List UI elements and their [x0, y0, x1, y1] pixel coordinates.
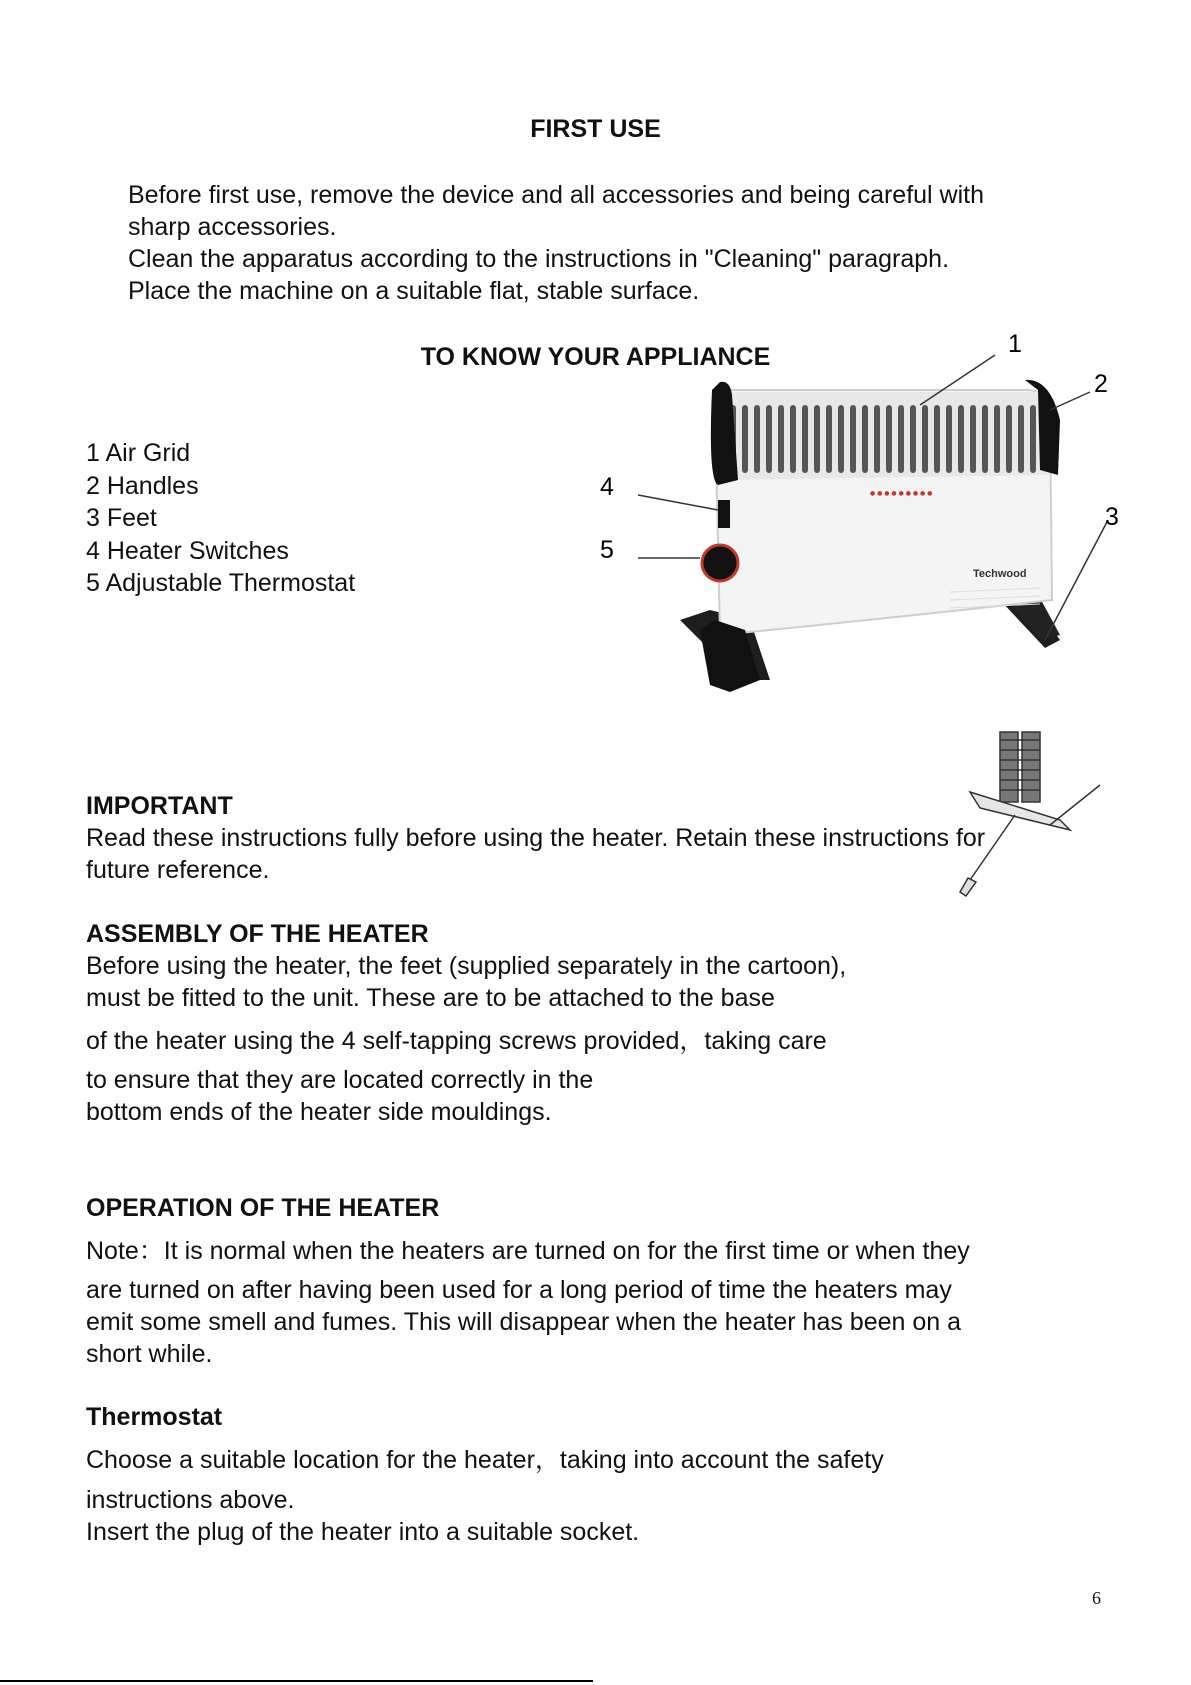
callout-4: 4 — [600, 473, 614, 501]
operation-line: are turned on after having been used for a long period of time the heaters may — [86, 1276, 952, 1304]
callout-1: 1 — [1008, 330, 1022, 358]
first-use-line: Clean the apparatus according to the instructions in "Cleaning" paragraph. — [128, 245, 950, 273]
operation-line: emit some smell and fumes. This will disappear when the heater has been on a — [86, 1308, 962, 1336]
callout-3: 3 — [1105, 503, 1119, 531]
brand-logo: Techwood — [973, 568, 1027, 580]
assembly-heading: ASSEMBLY OF THE HEATER — [86, 920, 429, 948]
parts-legend — [86, 437, 355, 600]
part-feet: 3 Feet — [86, 504, 157, 532]
important-heading: IMPORTANT — [86, 792, 233, 820]
callout-5: 5 — [600, 536, 614, 564]
first-use-heading: FIRST USE — [530, 115, 661, 143]
heater-illustration — [600, 330, 1140, 700]
svg-text:● ● ● ● ● ● ● ● ●: ● ● ● ● ● ● ● ● ● — [870, 490, 933, 497]
assembly-line: of the heater using the 4 self-tapping screws provided，taking care — [86, 1027, 827, 1055]
thermostat-heading: Thermostat — [86, 1403, 223, 1431]
thermostat-line: Choose a suitable location for the heater，taking into account the safety — [86, 1446, 884, 1474]
assembly-line: must be fitted to the unit. These are to be attached to the base — [86, 984, 775, 1012]
important-line: Read these instructions fully before using the heater. Retain these instructions for — [86, 824, 986, 852]
operation-heading: OPERATION OF THE HEATER — [86, 1194, 440, 1222]
operation-line: short while. — [86, 1340, 213, 1368]
thermostat-line: Insert the plug of the heater into a suitable socket. — [86, 1518, 640, 1546]
assembly-line: bottom ends of the heater side mouldings. — [86, 1098, 552, 1126]
thermostat-line: instructions above. — [86, 1486, 295, 1514]
part-air-grid: 1 Air Grid — [86, 439, 191, 467]
important-line: future reference. — [86, 856, 270, 884]
part-adjustable-thermostat: 5 Adjustable Thermostat — [86, 569, 356, 597]
first-use-line: sharp accessories. — [128, 213, 337, 241]
assembly-line: to ensure that they are located correctly in the — [86, 1066, 594, 1094]
page-number: 6 — [1092, 1588, 1101, 1608]
first-use-line: Before first use, remove the device and all accessories and being careful with — [128, 181, 985, 209]
part-heater-switches: 4 Heater Switches — [86, 536, 289, 565]
part-handles: 2 Handles — [86, 471, 199, 500]
appliance-heading: TO KNOW YOUR APPLIANCE — [420, 343, 771, 371]
callout-2: 2 — [1094, 370, 1108, 398]
first-use-line: Place the machine on a suitable flat, stable surface. — [128, 277, 700, 305]
footer-rule — [0, 1680, 593, 1682]
heater-switch-icon — [718, 500, 730, 528]
feet-assembly-illustration — [950, 730, 1110, 900]
assembly-line: Before using the heater, the feet (supplied separately in the cartoon), — [86, 952, 847, 980]
thermostat-knob-icon — [702, 545, 738, 581]
operation-line: Note：It is normal when the heaters are turned on for the first time or when they — [86, 1237, 970, 1265]
